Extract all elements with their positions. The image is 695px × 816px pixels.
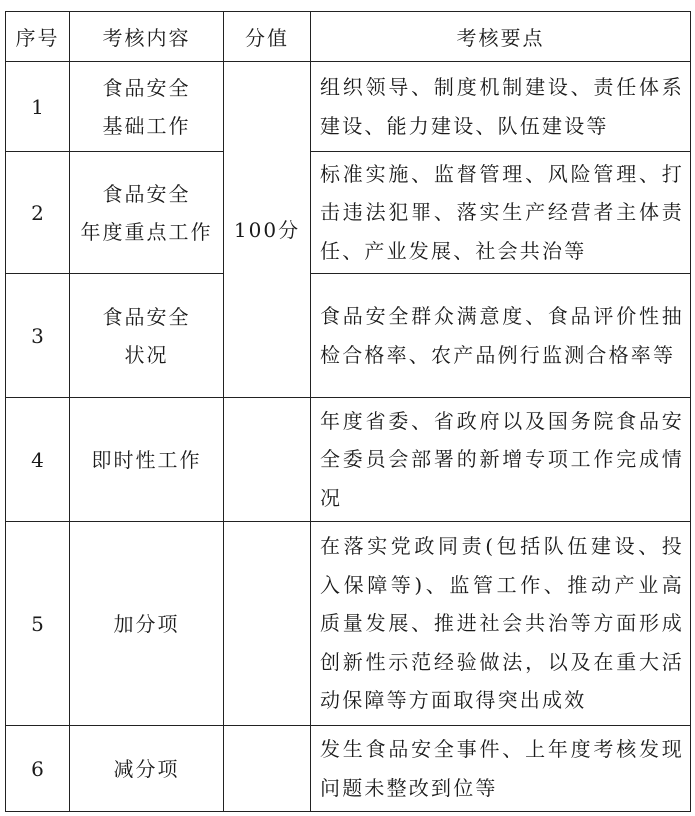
row-content [70, 726, 224, 812]
table-row [6, 152, 691, 274]
content-line: 状况 [124, 342, 169, 367]
content-line: 食品安全 [102, 181, 191, 206]
content-line: 食品安全 [102, 304, 191, 329]
assessment-table [5, 11, 691, 812]
score-cell-empty [224, 726, 311, 812]
content-line: 减分项 [113, 756, 180, 781]
row-points: 标准实施、监督管理、风险管理、打击违法犯罪、落实生产经营者主体责任、产业发展、社会共治等 [311, 152, 691, 274]
row-number: 5 [6, 522, 70, 726]
table-row [6, 62, 691, 152]
score-cell: 100分 [224, 62, 311, 398]
row-points: 年度省委、省政府以及国务院食品安全委员会部署的新增专项工作完成情况 [311, 398, 691, 522]
row-content [70, 398, 224, 522]
header-no: 序号 [6, 12, 70, 62]
content-line: 加分项 [113, 611, 180, 636]
row-number: 4 [6, 398, 70, 522]
row-points: 在落实党政同责(包括队伍建设、投入保障等)、监管工作、推动产业高质量发展、推进社会共治等方面形成创新性示范经验做法，以及在重大活动保障等方面取得突出成效 [311, 522, 691, 726]
header-points: 考核要点 [311, 12, 691, 62]
row-points: 发生食品安全事件、上年度考核发现问题未整改到位等 [311, 726, 691, 812]
content-line: 基础工作 [102, 113, 191, 138]
table-row [6, 726, 691, 812]
table-header-row [6, 12, 691, 62]
row-number: 1 [6, 62, 70, 152]
score-cell-empty [224, 398, 311, 522]
row-content [70, 522, 224, 726]
row-content [70, 152, 224, 274]
score-cell-empty [224, 522, 311, 726]
content-line: 即时性工作 [91, 447, 202, 472]
row-number: 6 [6, 726, 70, 812]
content-line: 食品安全 [102, 75, 191, 100]
row-points: 组织领导、制度机制建设、责任体系建设、能力建设、队伍建设等 [311, 62, 691, 152]
row-content [70, 62, 224, 152]
row-points: 食品安全群众满意度、食品评价性抽检合格率、农产品例行监测合格率等 [311, 274, 691, 398]
header-content: 考核内容 [70, 12, 224, 62]
row-number: 3 [6, 274, 70, 398]
table-row [6, 522, 691, 726]
content-line: 年度重点工作 [80, 219, 213, 244]
row-number: 2 [6, 152, 70, 274]
table-row [6, 274, 691, 398]
table-row [6, 398, 691, 522]
row-content [70, 274, 224, 398]
header-score: 分值 [224, 12, 311, 62]
